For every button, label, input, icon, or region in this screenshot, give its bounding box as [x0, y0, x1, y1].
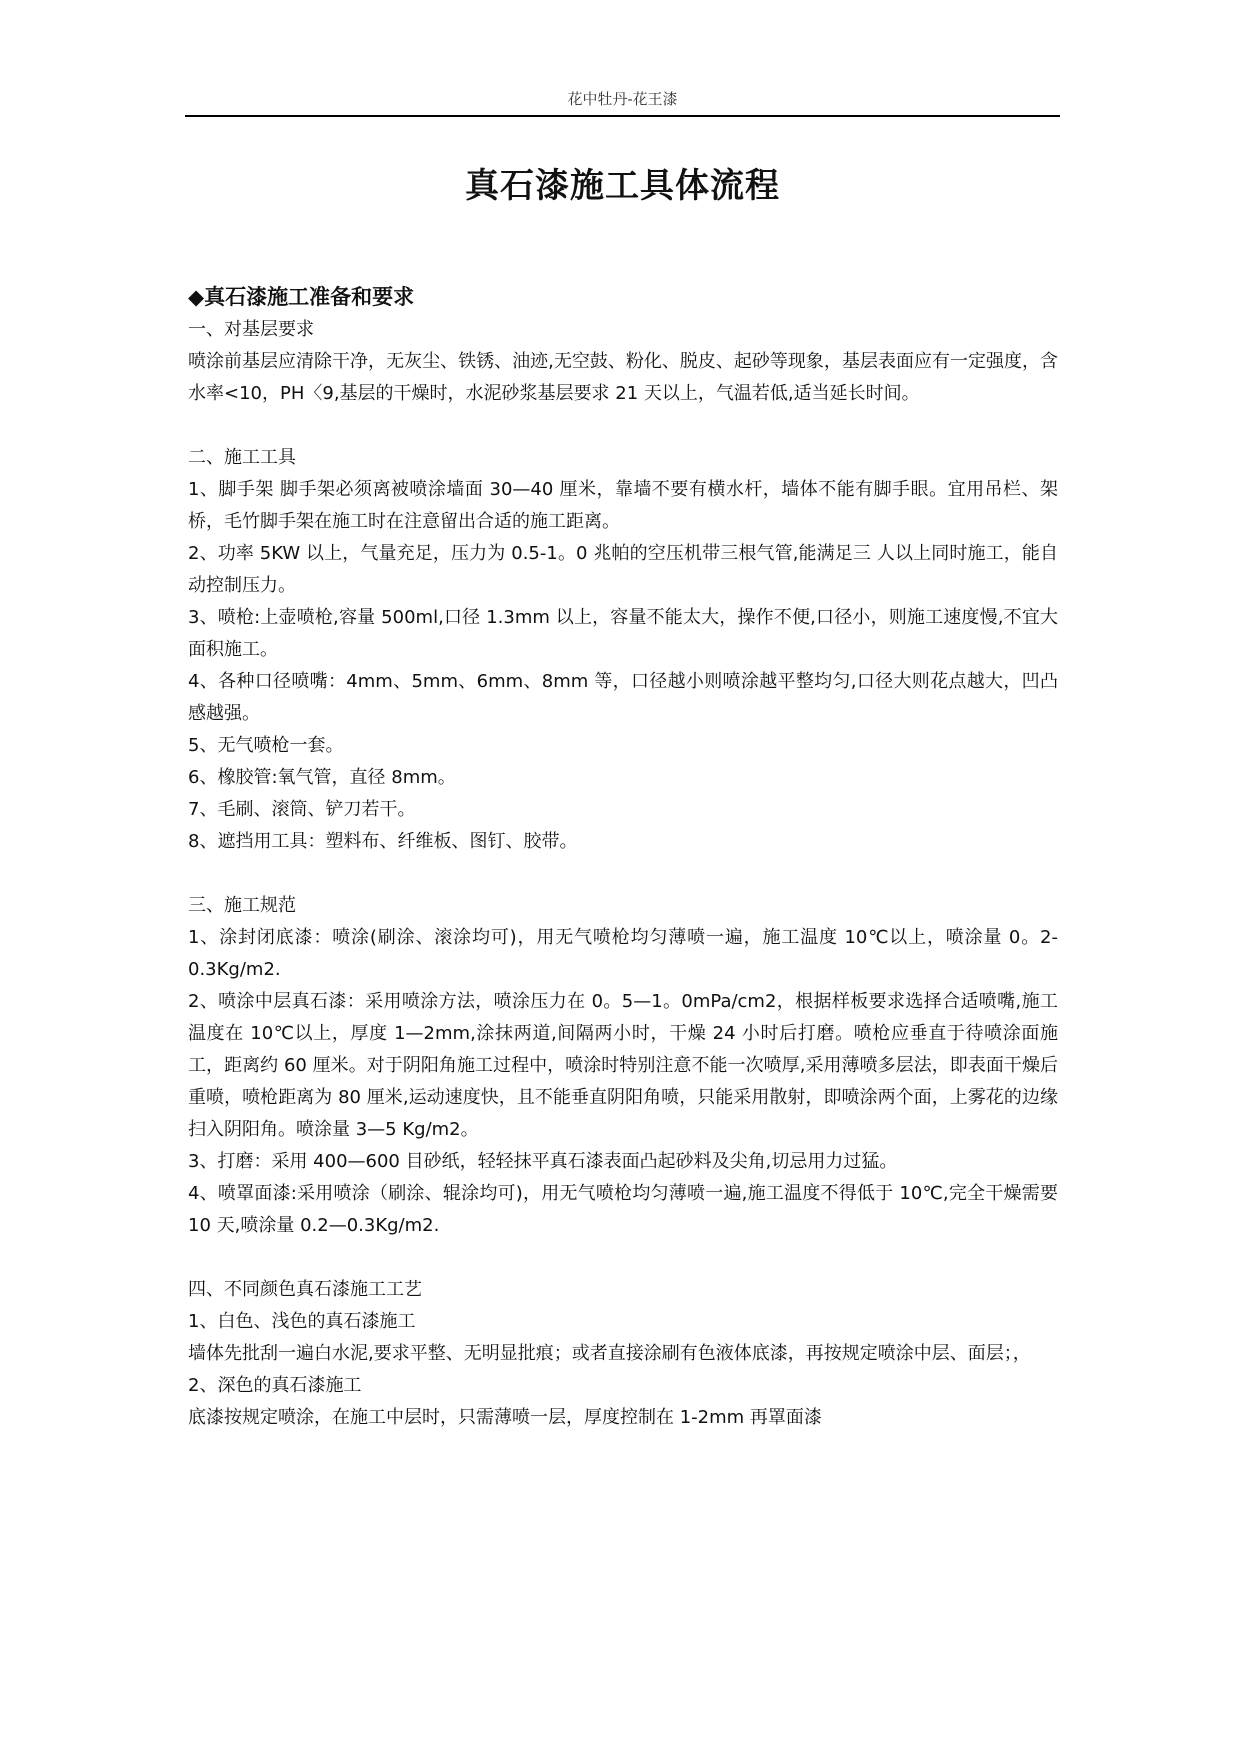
list-item: 1、脚手架 脚手架必须离被喷涂墙面 30—40 厘米，靠墙不要有横水杆，墙体不能有脚手眼。宜用吊栏、架桥，毛竹脚手架在施工时在注意留出合适的施工距离。 [188, 479, 1058, 532]
section-3-title: 三、施工规范 [188, 895, 296, 916]
section-4-title: 四、不同颜色真石漆施工工艺 [188, 1279, 422, 1300]
list-item: 4、喷罩面漆:采用喷涂（刷涂、辊涂均可)，用无气喷枪均匀薄喷一遍,施工温度不得低于 10℃,完全干燥需要 10 天,喷涂量 0.2—0.3Kg/m2. [188, 1183, 1058, 1236]
section-1-text: 喷涂前基层应清除干净，无灰尘、铁锈、油迹,无空鼓、粉化、脱皮、起砂等现象，基层表面应有一定强度，含水率<10，PH〈9,基层的干燥时，水泥砂浆基层要求 21 天以上，气温若低,适当延长时间。 [188, 351, 1058, 404]
section-2-title: 二、施工工具 [188, 447, 296, 468]
document-body [188, 280, 1058, 1434]
list-item: 3、喷枪:上壶喷枪,容量 500ml,口径 1.3mm 以上，容量不能太大，操作不便,口径小，则施工速度慢,不宜大面积施工。 [188, 607, 1058, 660]
prep-heading: ◆真石漆施工准备和要求 [188, 285, 415, 309]
list-item: 6、橡胶管:氧气管，直径 8mm。 [188, 767, 456, 788]
header-rule [185, 115, 1060, 117]
list-item: 8、遮挡用工具：塑料布、纤维板、图钉、胶带。 [188, 831, 578, 852]
paragraph-gap [188, 410, 1058, 442]
subsection-title: 1、白色、浅色的真石漆施工 [188, 1311, 416, 1332]
list-item: 2、喷涂中层真石漆：采用喷涂方法，喷涂压力在 0。5—1。0mPa/cm2，根据样板要求选择合适喷嘴,施工温度在 10℃以上，厚度 1—2mm,涂抹两道,间隔两小时，干燥 24 小时后打磨。喷枪应垂直于待喷涂面施工，距离约 60 厘米。对于阴阳角施工过程中，喷涂时特别注意不能一次喷厚,采用薄喷多层法，即表面干燥后重喷，喷枪距离为 80 厘米,运动速度快，且不能垂直阴阳角喷，只能采用散射，即喷涂两个面，上雾花的边缘扫入阴阳角。喷涂量 3—5 Kg/m2。 [188, 991, 1058, 1140]
list-item: 5、无气喷枪一套。 [188, 735, 344, 756]
paragraph-gap [188, 858, 1058, 890]
list-item: 4、各种口径喷嘴：4mm、5mm、6mm、8mm 等，口径越小则喷涂越平整均匀,口径大则花点越大，凹凸感越强。 [188, 671, 1058, 724]
list-item: 7、毛刷、滚筒、铲刀若干。 [188, 799, 416, 820]
paragraph-gap [188, 1242, 1058, 1274]
list-item: 3、打磨：采用 400—600 目砂纸，轻轻抹平真石漆表面凸起砂料及尖角,切忌用力过猛。 [188, 1151, 898, 1172]
section-1-title: 一、对基层要求 [188, 319, 314, 340]
subsection-text: 底漆按规定喷涂，在施工中层时，只需薄喷一层，厚度控制在 1-2mm 再罩面漆 [188, 1407, 822, 1428]
running-header: 花中牡丹-花王漆 [567, 90, 678, 108]
document-title: 真石漆施工具体流程 [465, 166, 780, 206]
subsection-title: 2、深色的真石漆施工 [188, 1375, 362, 1396]
subsection-text: 墙体先批刮一遍白水泥,要求平整、无明显批痕；或者直接涂刷有色液体底漆，再按规定喷涂中层、面层；， [188, 1343, 1031, 1364]
list-item: 2、功率 5KW 以上，气量充足，压力为 0.5-1。0 兆帕的空压机带三根气管,能满足三 人以上同时施工，能自动控制压力。 [188, 543, 1058, 596]
list-item: 1、涂封闭底漆：喷涂(刷涂、滚涂均可)，用无气喷枪均匀薄喷一遍，施工温度 10℃以上，喷涂量 0。2-0.3Kg/m2. [188, 927, 1058, 980]
